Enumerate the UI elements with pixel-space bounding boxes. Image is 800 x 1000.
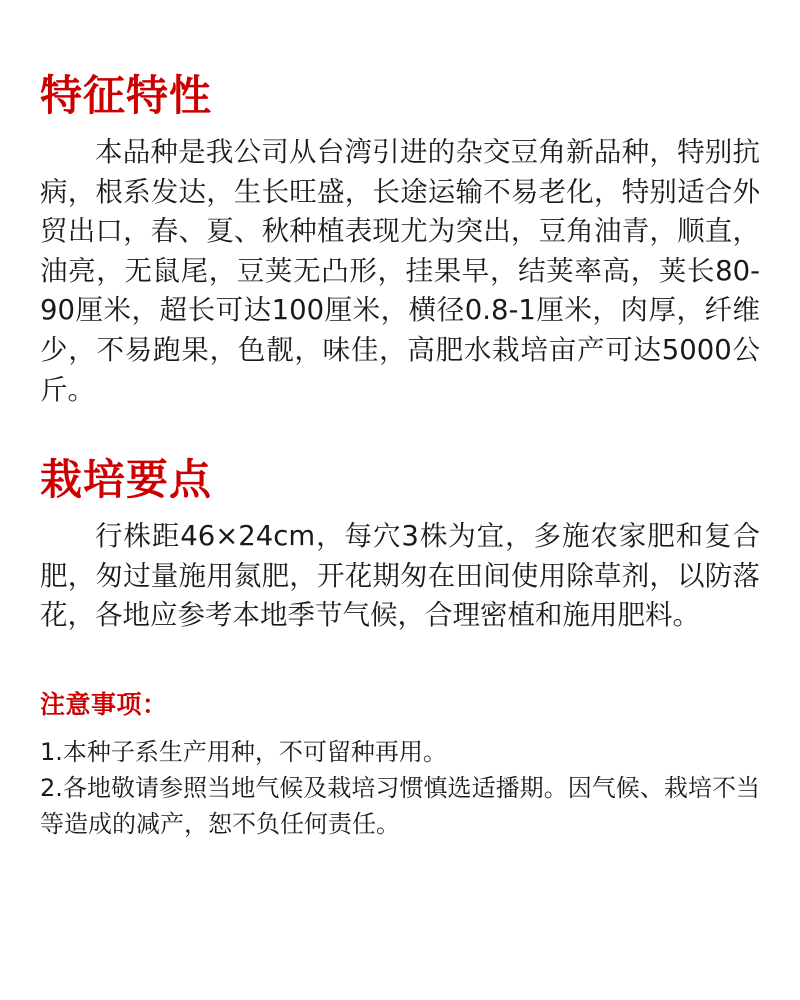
- section-notice-heading: 注意事项：: [40, 690, 168, 719]
- section-features: [40, 72, 760, 410]
- section-features-body: 本品种是我公司从台湾引进的杂交豆角新品种，特别抗病，根系发达，生长旺盛，长途运输不易老化，特别适合外贸出口，春、夏、秋种植表现尤为突出，豆角油青，顺直，油亮，无鼠尾，豆荚无凸形，挂果早，结荚率高，荚长80-90厘米，超长可达100厘米，横径0.8-1厘米，肉厚，纤维少，不易跑果，色靓，味佳，高肥水栽培亩产可达5000公斤。: [40, 136, 760, 406]
- section-features-heading: 特征特性: [40, 71, 213, 120]
- notice-item-2: 2.各地敬请参照当地气候及栽培习惯慎选适播期。因气候、栽培不当等造成的减产，恕不负任何责任。: [40, 774, 760, 838]
- section-cultivation: [40, 456, 760, 636]
- notice-list: [40, 734, 760, 842]
- spacer-after-features: [40, 410, 760, 456]
- section-cultivation-heading: 栽培要点: [40, 455, 213, 505]
- spacer-after-cultivation: [40, 636, 760, 690]
- section-notice: [40, 690, 760, 842]
- notice-item-1: 1.本种子系生产用种，不可留种再用。: [40, 738, 447, 766]
- section-cultivation-body: 行株距46×24cm，每穴3株为宜，多施农家肥和复合肥，匆过量施用氮肥，开花期匆在田间使用除草剂，以防落花，各地应参考本地季节气候，合理密植和施用肥料。: [40, 520, 760, 632]
